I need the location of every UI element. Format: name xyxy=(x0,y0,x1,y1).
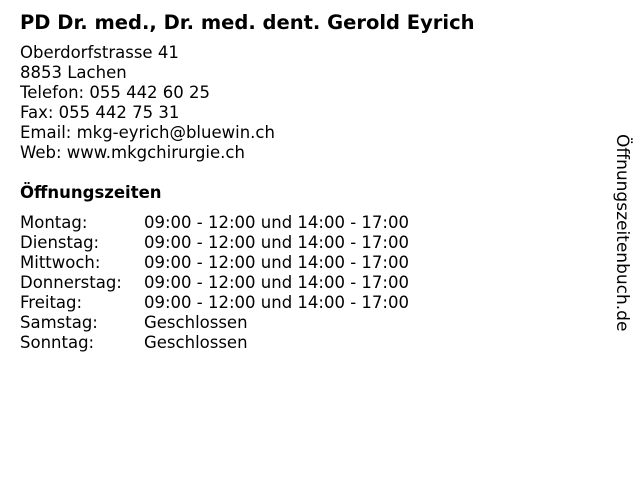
time-value: 09:00 - 12:00 und 14:00 - 17:00 xyxy=(144,293,409,312)
contact-block xyxy=(20,43,275,163)
day-label: Dienstag: xyxy=(20,233,100,252)
day-label: Mittwoch: xyxy=(20,253,101,272)
practice-title: PD Dr. med., Dr. med. dent. Gerold Eyrich xyxy=(20,11,475,34)
hours-row-tuesday xyxy=(20,233,409,253)
time-value: 09:00 - 12:00 und 14:00 - 17:00 xyxy=(144,273,409,292)
website-address: Web: www.mkgchirurgie.ch xyxy=(20,143,245,162)
phone-number: Telefon: 055 442 60 25 xyxy=(20,83,211,102)
time-value: 09:00 - 12:00 und 14:00 - 17:00 xyxy=(144,213,409,232)
hours-row-friday xyxy=(20,293,409,313)
hours-row-saturday xyxy=(20,313,409,333)
opening-hours-table xyxy=(20,213,409,353)
time-value: Geschlossen xyxy=(144,333,248,352)
day-label: Samstag: xyxy=(20,313,98,332)
hours-row-monday xyxy=(20,213,409,233)
fax-number: Fax: 055 442 75 31 xyxy=(20,103,180,122)
time-value: 09:00 - 12:00 und 14:00 - 17:00 xyxy=(144,233,409,252)
site-brand-vertical: Öffnungszeitenbuch.de xyxy=(612,134,632,332)
hours-row-sunday xyxy=(20,333,409,353)
email-address: Email: mkg-eyrich@bluewin.ch xyxy=(20,123,275,142)
day-label: Freitag: xyxy=(20,293,83,312)
day-label: Montag: xyxy=(20,213,88,232)
day-label: Sonntag: xyxy=(20,333,95,352)
hours-row-thursday xyxy=(20,273,409,293)
street-address: Oberdorfstrasse 41 xyxy=(20,43,179,62)
time-value: 09:00 - 12:00 und 14:00 - 17:00 xyxy=(144,253,409,272)
city-address: 8853 Lachen xyxy=(20,63,127,82)
opening-hours-heading: Öffnungszeiten xyxy=(20,183,162,202)
hours-row-wednesday xyxy=(20,253,409,273)
day-label: Donnerstag: xyxy=(20,273,122,292)
time-value: Geschlossen xyxy=(144,313,248,332)
